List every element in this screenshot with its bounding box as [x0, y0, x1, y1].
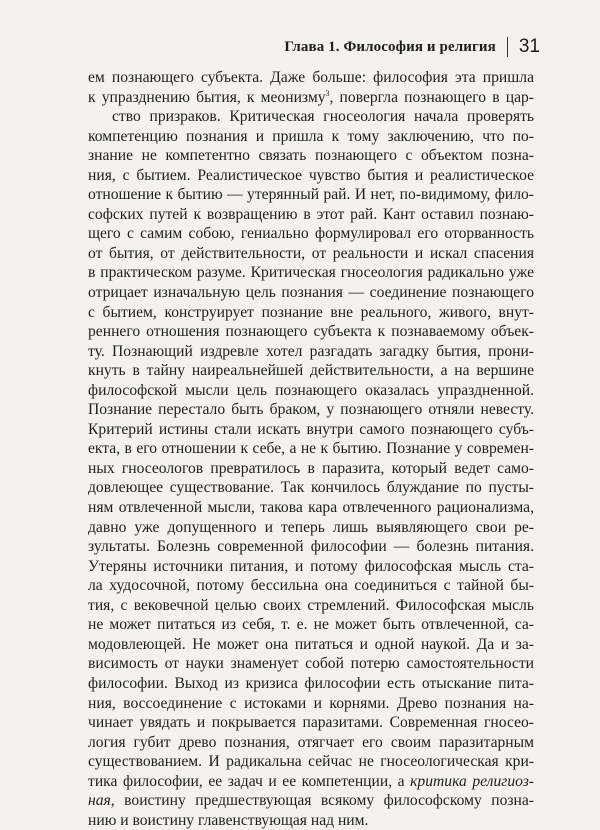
- line-text: к упразднению бытия, к меонизму: [88, 88, 326, 106]
- text-line: [88, 576, 534, 596]
- line-text: довлеющее существование. Так кончилось блуждание по пусты-: [88, 479, 534, 497]
- line-text: существованием. И радикальна сейчас не гносеологическая кри-: [88, 753, 534, 771]
- line-text: Критерий истины стали искать внутри самого познающего субъ-: [88, 420, 534, 438]
- line-text: философии. Выход из кризиса философии есть отыскание пита-: [88, 674, 534, 692]
- text-line: [88, 615, 534, 635]
- line-text: не может питаться из себя, т. е. не может быть отвлеченной, са-: [88, 616, 534, 634]
- line-text: Утеряны источники питания, и потому философская мысль ста-: [88, 557, 534, 575]
- line-text: логия губит древо познания, отягчает его своим паразитарным: [88, 733, 534, 751]
- text-line: [88, 791, 534, 811]
- line-text: ния, воссоединение с истоками и корнями. Древо познания на-: [88, 694, 534, 712]
- header-divider: [507, 37, 508, 57]
- text-line: [88, 88, 534, 108]
- text-line: [88, 811, 534, 830]
- text-line: [88, 654, 534, 674]
- line-text: , повергла познающего в цар-: [329, 88, 534, 106]
- line-text: в практическом разуме. Критическая гносеология радикально уже: [88, 264, 534, 282]
- text-line: [88, 420, 534, 440]
- chapter-title: Глава 1. Философия и религия: [284, 38, 496, 55]
- text-line: [88, 459, 534, 479]
- line-text: знание не компетентно связать познающего с объектом позна-: [88, 147, 534, 165]
- line-text: тика философии, ее задач и ее компетенции, а: [88, 772, 411, 790]
- line-text: ту. Познающий издревле хотел разгадать загадку бытия, прони-: [88, 342, 534, 360]
- line-text: давно уже допущенного и теперь лишь выявляющего свои ре-: [88, 518, 534, 536]
- text-line: [88, 713, 534, 733]
- text-line: [88, 146, 534, 166]
- line-text: Познание перестало быть браком, у познающего отняли невесту.: [88, 401, 534, 419]
- text-line: [88, 478, 534, 498]
- line-text: , воистину предшествующая всякому философскому позна-: [110, 792, 534, 810]
- text-line: [88, 557, 534, 577]
- line-text: реннего отношения познающего субъекта к познаваемому объек-: [88, 323, 534, 341]
- line-text: ням отвлеченной мысли, такова кара отвлеченного рационализма,: [88, 499, 534, 517]
- text-line: [88, 166, 534, 186]
- text-line: [88, 68, 534, 88]
- text-line: [88, 400, 534, 420]
- line-text: ство призраков. Критическая гносеология начала проверять: [112, 108, 534, 126]
- text-line: [88, 674, 534, 694]
- text-line: [88, 342, 534, 362]
- line-text: с бытием, конструирует познание вне реального, живого, внут-: [88, 303, 534, 321]
- text-line: [88, 694, 534, 714]
- line-text: висимость от науки знаменует собой потерю самостоятельности: [88, 655, 534, 673]
- line-text: зультаты. Болезнь современной философии — болезнь питания.: [88, 538, 534, 556]
- text-line: [88, 303, 534, 323]
- line-text: нию и воистину главенствующая над ним.: [88, 811, 369, 829]
- line-text: ных гносеологов превратилось в паразита, который ведет само-: [88, 459, 534, 477]
- text-line: [88, 263, 534, 283]
- line-text: тия, с вековечной целью своих стремлений. Философская мысль: [88, 596, 534, 614]
- text-line: [88, 772, 534, 792]
- line-text: от бытия, от действительности, от реальности и искал спасения: [88, 244, 534, 262]
- footnote-marker[interactable]: 3: [325, 88, 330, 98]
- text-line: [88, 224, 534, 244]
- line-text: чинает увядать и покрывается паразитами. Современная гносео-: [88, 714, 534, 732]
- text-line: [88, 596, 534, 616]
- text-line: [88, 635, 534, 655]
- text-line: [88, 733, 534, 753]
- line-text: кнуть в тайну наиреальнейшей действительности, а на вершине: [88, 362, 534, 380]
- page-number: 31: [518, 36, 540, 57]
- line-text: ния, с бытием. Реалистическое чувство бытия и реалистическое: [88, 166, 534, 184]
- body-text: [88, 68, 534, 830]
- text-line: [88, 127, 534, 147]
- text-line: [88, 361, 534, 381]
- italic-text: критика религиоз-: [410, 772, 534, 790]
- text-line: [88, 283, 534, 303]
- text-line: [88, 537, 534, 557]
- line-text: философской мысли цель познающего оказалась упраздненной.: [88, 381, 534, 399]
- line-text: ем познающего субъекта. Даже больше: философия эта пришла: [88, 69, 534, 86]
- text-line: [88, 205, 534, 225]
- line-text: софских путей к возвращению в этот рай. Кант оставил познаю-: [88, 205, 534, 223]
- text-line: [88, 185, 534, 205]
- line-text: екта, в его отношении к себе, а не к бытию. Познание у современ-: [88, 440, 534, 458]
- text-line: [88, 244, 534, 264]
- line-text: компетенцию познания и пришла к тому заключению, что по-: [88, 127, 534, 145]
- text-line: [88, 498, 534, 518]
- line-text: отношение к бытию — утерянный рай. И нет, по-видимому, фило-: [88, 186, 534, 204]
- italic-text: ная: [88, 792, 111, 810]
- line-text: модовлеющей. Не может она питаться и одной наукой. Да и за-: [88, 635, 534, 653]
- running-header: [258, 36, 540, 58]
- text-line: [88, 752, 534, 772]
- line-text: ла худосочной, потому бессильна она соединиться с тайной бы-: [88, 577, 534, 595]
- text-line: [88, 439, 534, 459]
- text-line: [88, 518, 534, 538]
- line-text: отрицает изначальную цель познания — соединение познающего: [88, 284, 534, 302]
- text-line: [88, 322, 534, 342]
- text-line: [88, 381, 534, 401]
- line-text: щего с самим собою, гениально формулировал его оторванность: [88, 225, 534, 243]
- text-line: [88, 107, 534, 127]
